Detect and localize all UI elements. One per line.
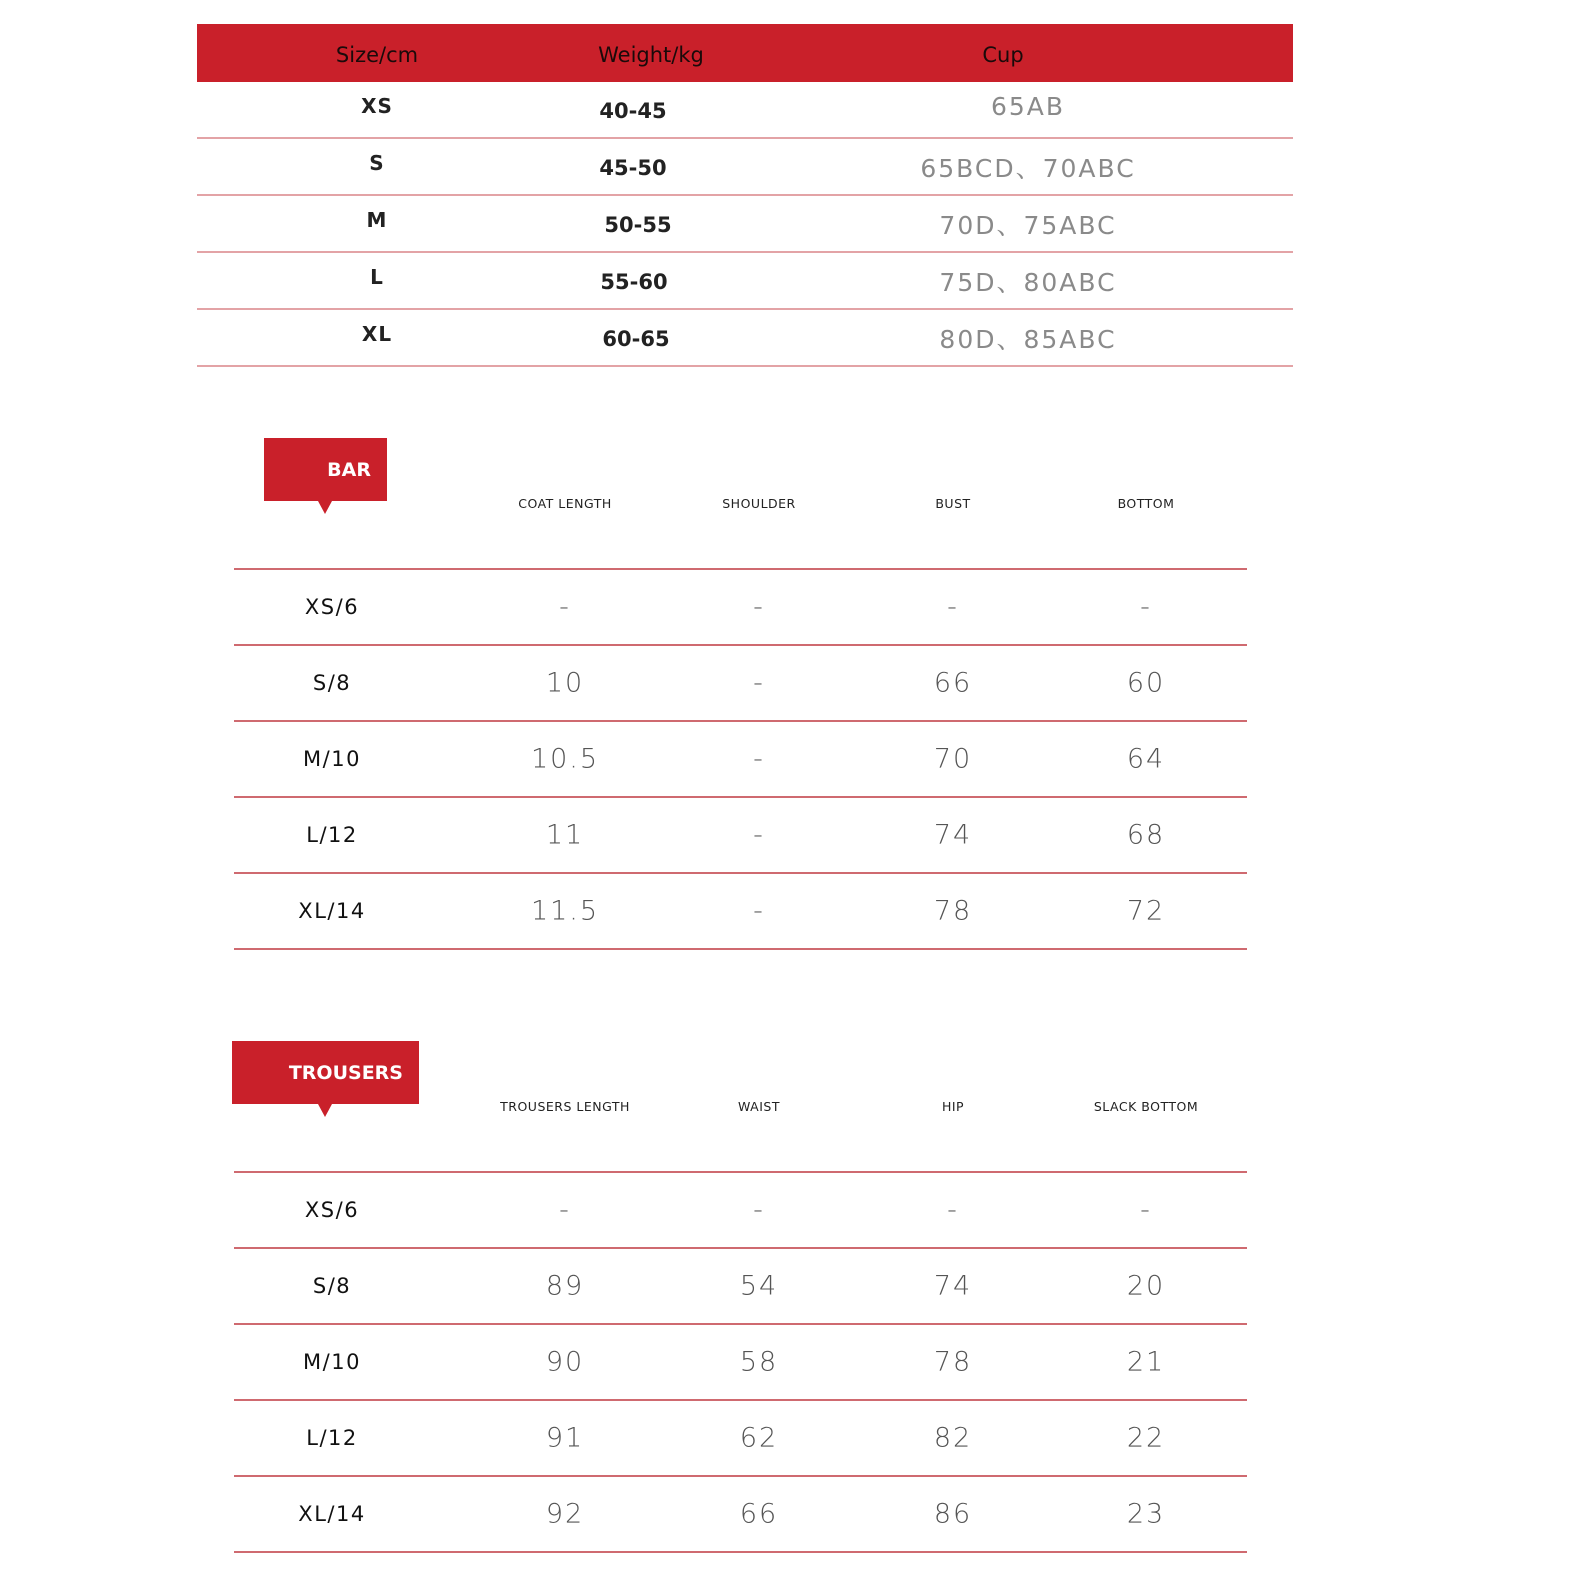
measurement-cell: 82 bbox=[933, 1422, 973, 1454]
weight-cell: 45-50 bbox=[599, 156, 667, 180]
row-size-label: XS/6 bbox=[304, 1198, 360, 1222]
row-divider bbox=[234, 1247, 1247, 1249]
cup-cell: 80D、85ABC bbox=[939, 325, 1117, 354]
cup-cell: 65AB bbox=[990, 92, 1066, 121]
measurement-cell: 74 bbox=[933, 1270, 973, 1302]
row-divider bbox=[234, 1323, 1247, 1325]
measurement-cell: - bbox=[947, 591, 959, 623]
measurement-cell: 86 bbox=[933, 1498, 973, 1530]
measurement-cell: 78 bbox=[933, 1346, 973, 1378]
column-header: COAT LENGTH bbox=[518, 496, 612, 511]
row-size-label: XL/14 bbox=[298, 1502, 366, 1526]
size-row bbox=[197, 310, 1293, 367]
row-divider bbox=[234, 568, 1247, 570]
measurement-cell: - bbox=[753, 819, 765, 851]
measurement-cell: - bbox=[559, 1194, 571, 1226]
size-row bbox=[197, 82, 1293, 139]
cup-cell: 75D、80ABC bbox=[939, 268, 1117, 297]
measurement-cell: 89 bbox=[545, 1270, 585, 1302]
measurement-cell: 90 bbox=[545, 1346, 585, 1378]
column-header: BOTTOM bbox=[1117, 496, 1175, 511]
measurement-cell: 58 bbox=[739, 1346, 779, 1378]
measurement-cell: - bbox=[753, 743, 765, 775]
cup-column-header: Cup bbox=[982, 43, 1024, 67]
size-cell: L bbox=[370, 265, 384, 289]
row-size-label: M/10 bbox=[303, 1350, 361, 1374]
measurement-cell: 74 bbox=[933, 819, 973, 851]
measurement-cell: 20 bbox=[1126, 1270, 1166, 1302]
weight-column-header: Weight/kg bbox=[598, 43, 704, 67]
row-size-label: M/10 bbox=[303, 747, 361, 771]
measurement-cell: 70 bbox=[933, 743, 973, 775]
measurement-cell: 92 bbox=[545, 1498, 585, 1530]
cup-cell: 65BCD、70ABC bbox=[920, 154, 1136, 183]
measurement-cell: 66 bbox=[933, 667, 973, 699]
trousers-section-tag bbox=[232, 1041, 419, 1104]
row-size-label: L/12 bbox=[306, 823, 358, 847]
measurement-cell: 60 bbox=[1126, 667, 1166, 699]
tag-pointer bbox=[318, 1104, 332, 1117]
row-size-label: S/8 bbox=[312, 671, 352, 695]
size-cell: M bbox=[366, 208, 388, 232]
measurement-cell: - bbox=[559, 591, 571, 623]
measurement-cell: 66 bbox=[739, 1498, 779, 1530]
size-cell: S bbox=[369, 151, 385, 175]
trousers-tag-label: TROUSERS bbox=[288, 1061, 403, 1084]
measurement-cell: - bbox=[753, 667, 765, 699]
measurement-cell: 62 bbox=[739, 1422, 779, 1454]
row-divider bbox=[234, 1551, 1247, 1553]
measurement-cell: - bbox=[753, 591, 765, 623]
measurement-cell: - bbox=[1140, 1194, 1152, 1226]
row-divider bbox=[234, 948, 1247, 950]
row-divider bbox=[234, 644, 1247, 646]
row-divider bbox=[234, 872, 1247, 874]
row-divider bbox=[234, 1475, 1247, 1477]
measurement-cell: 64 bbox=[1126, 743, 1166, 775]
column-header: BUST bbox=[935, 496, 971, 511]
measurement-cell: 54 bbox=[739, 1270, 779, 1302]
measurement-cell: - bbox=[753, 1194, 765, 1226]
weight-cell: 40-45 bbox=[599, 99, 667, 123]
measurement-cell: - bbox=[753, 895, 765, 927]
column-header: SLACK BOTTOM bbox=[1093, 1099, 1199, 1114]
measurement-cell: 10.5 bbox=[530, 743, 600, 775]
size-cell: XL bbox=[361, 322, 393, 346]
column-header: WAIST bbox=[738, 1099, 780, 1114]
size-column-header: Size/cm bbox=[335, 43, 419, 67]
measurement-cell: 78 bbox=[933, 895, 973, 927]
size-cell: XS bbox=[361, 94, 393, 118]
measurement-cell: 72 bbox=[1126, 895, 1166, 927]
measurement-cell: 11 bbox=[545, 819, 585, 851]
size-row bbox=[197, 196, 1293, 253]
row-divider bbox=[234, 796, 1247, 798]
measurement-cell: 10 bbox=[545, 667, 585, 699]
column-header: TROUSERS LENGTH bbox=[500, 1099, 630, 1114]
row-size-label: S/8 bbox=[312, 1274, 352, 1298]
weight-cell: 50-55 bbox=[604, 213, 672, 237]
measurement-cell: 21 bbox=[1126, 1346, 1166, 1378]
row-divider bbox=[234, 1399, 1247, 1401]
measurement-cell: 22 bbox=[1126, 1422, 1166, 1454]
column-header: HIP bbox=[941, 1099, 965, 1114]
cup-cell: 70D、75ABC bbox=[939, 211, 1117, 240]
size-table-header bbox=[197, 24, 1293, 82]
row-divider bbox=[234, 720, 1247, 722]
measurement-cell: 23 bbox=[1126, 1498, 1166, 1530]
weight-cell: 60-65 bbox=[602, 327, 670, 351]
row-size-label: L/12 bbox=[306, 1426, 358, 1450]
row-size-label: XL/14 bbox=[298, 899, 366, 923]
size-row bbox=[197, 253, 1293, 310]
row-divider bbox=[234, 1171, 1247, 1173]
measurement-cell: 11.5 bbox=[530, 895, 600, 927]
size-weight-cup-table bbox=[197, 24, 1293, 367]
measurement-cell: - bbox=[947, 1194, 959, 1226]
bar-section-tag bbox=[264, 438, 387, 501]
measurement-cell: - bbox=[1140, 591, 1152, 623]
row-size-label: XS/6 bbox=[304, 595, 360, 619]
weight-cell: 55-60 bbox=[600, 270, 668, 294]
column-header: SHOULDER bbox=[722, 496, 796, 511]
tag-pointer bbox=[318, 501, 332, 514]
bar-tag-label: BAR bbox=[327, 458, 371, 481]
measurement-cell: 91 bbox=[545, 1422, 585, 1454]
size-row bbox=[197, 139, 1293, 196]
measurement-cell: 68 bbox=[1126, 819, 1166, 851]
